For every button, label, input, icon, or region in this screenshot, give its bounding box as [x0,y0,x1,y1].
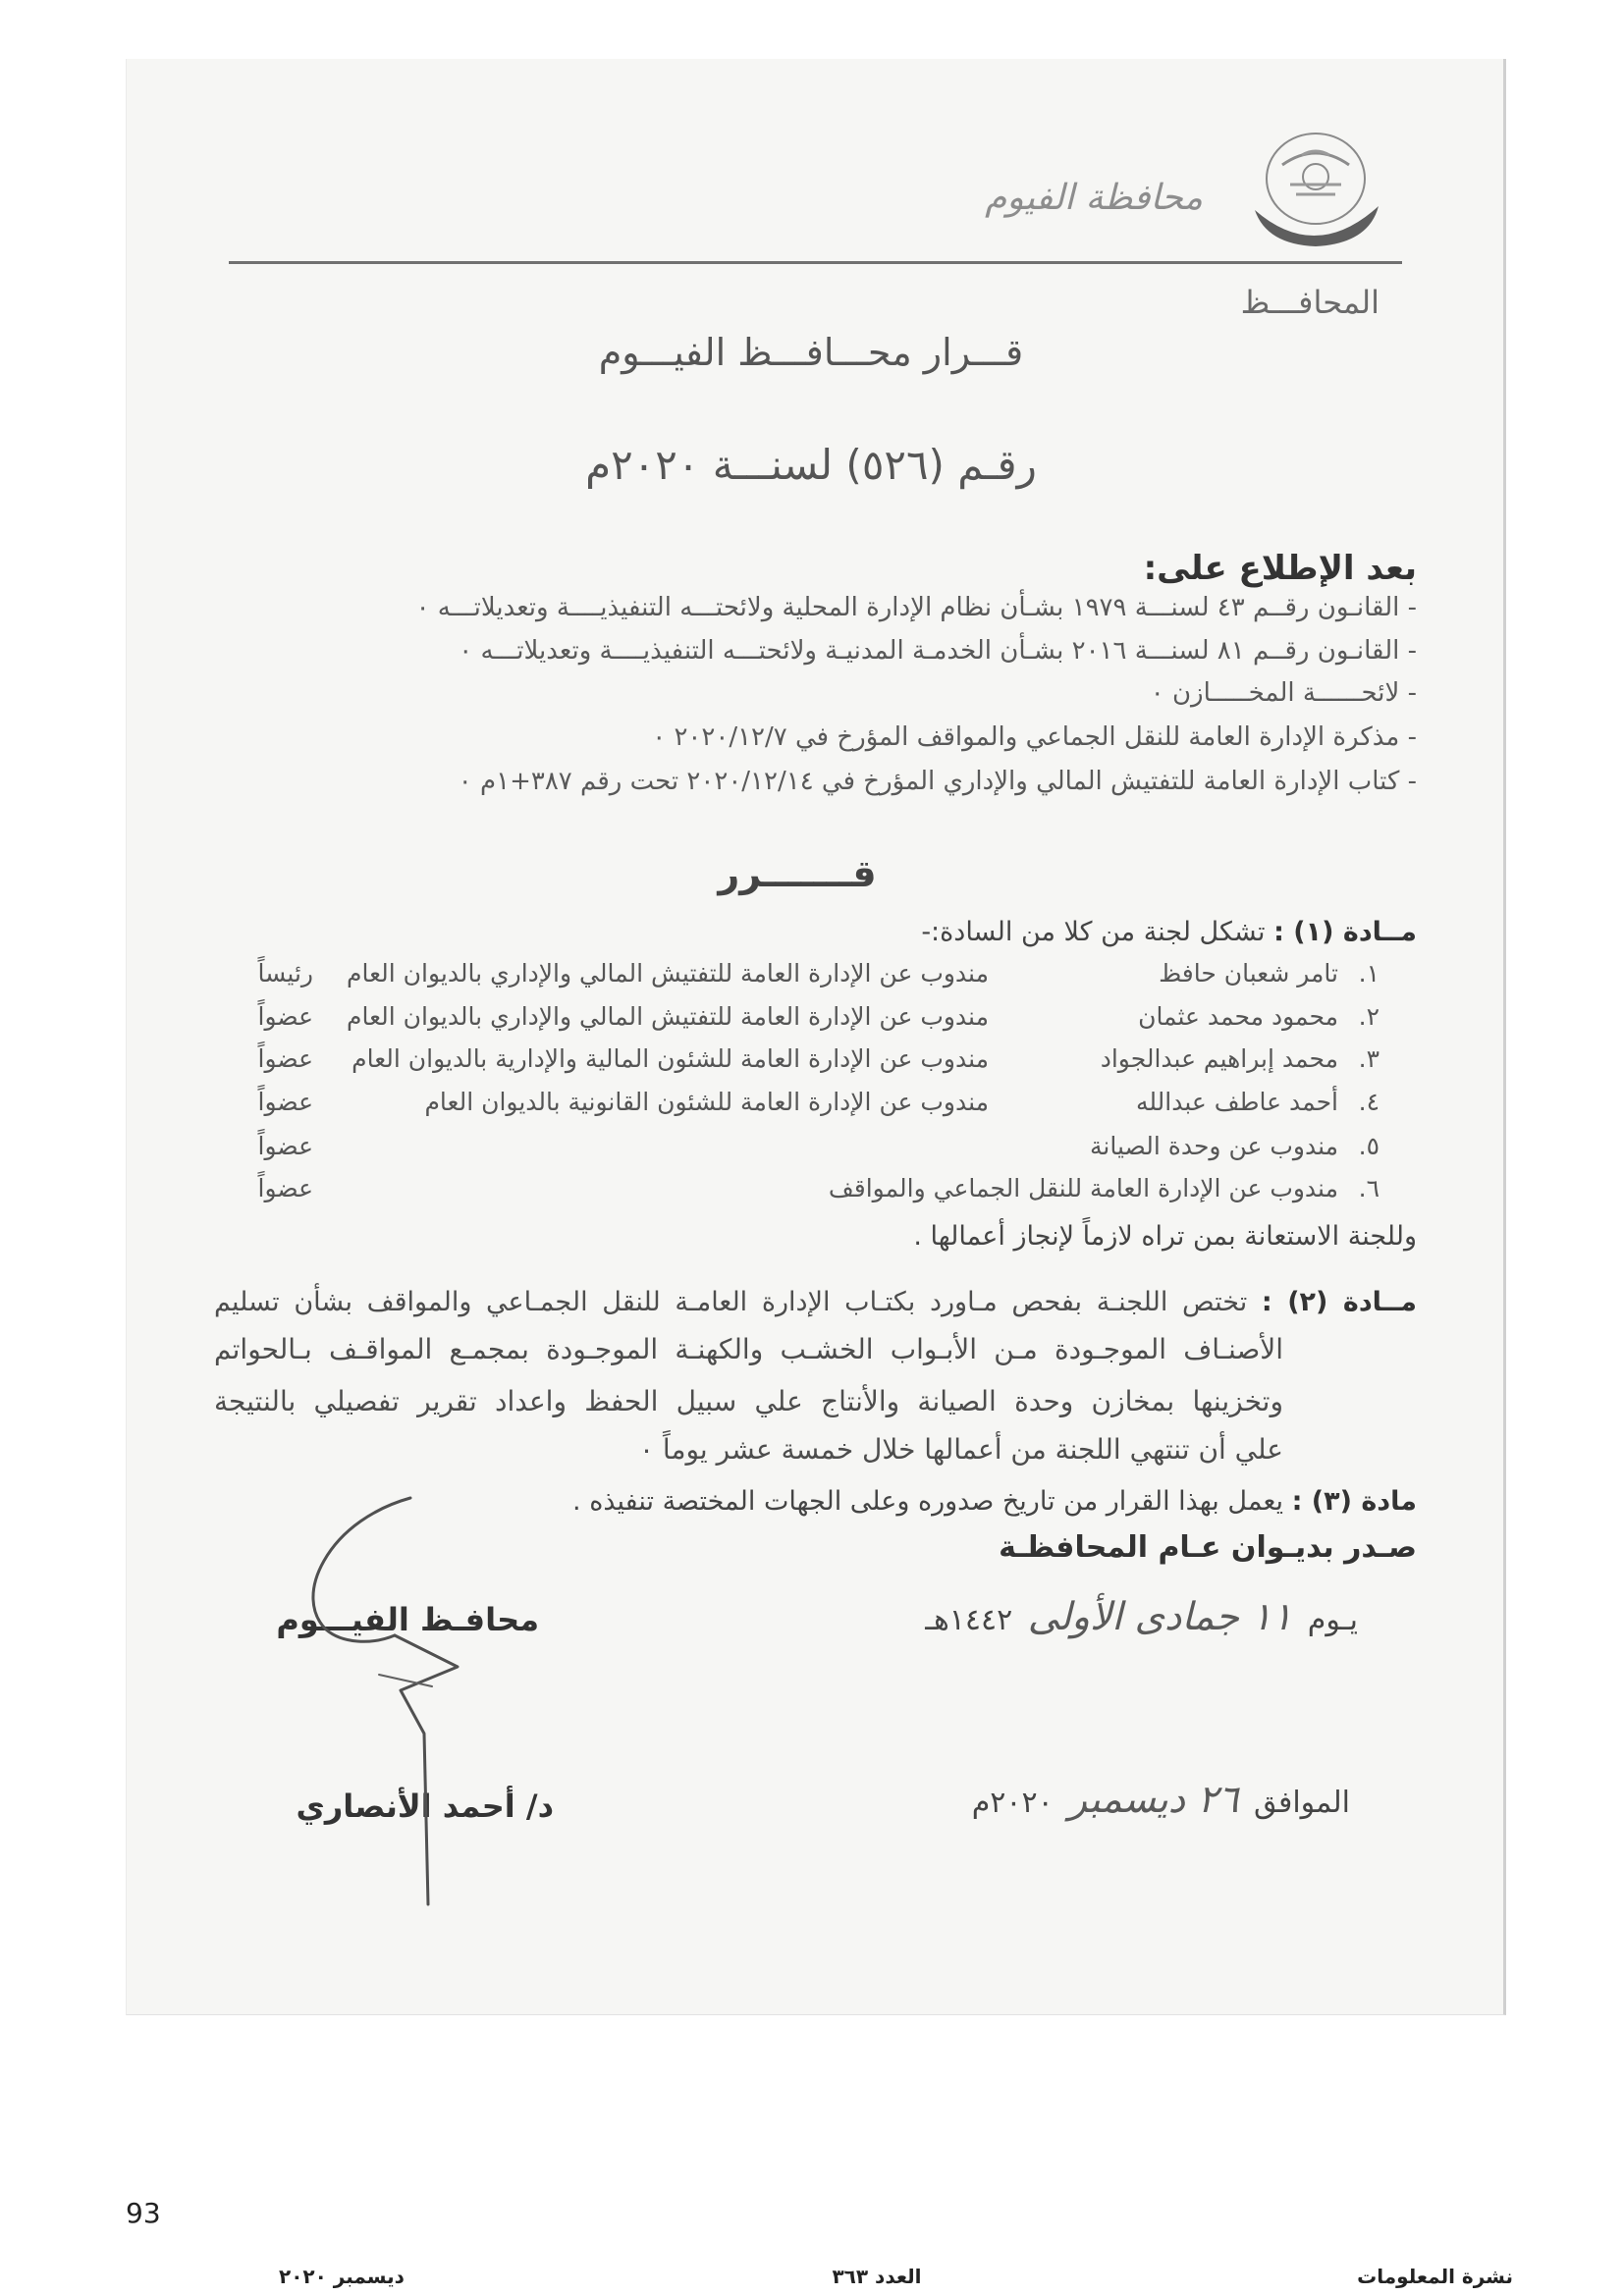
article-label: مــادة (١) : [1273,917,1417,947]
member-number: ٥. [1358,1132,1380,1160]
office-label: المحافـــظ [1240,284,1380,321]
member-description: مندوب عن الإدارة العامة للشئون المالية والإدارية بالديوان العام [352,1044,989,1073]
member-name: مندوب عن وحدة الصيانة [1090,1132,1338,1160]
governorate-seal-icon [1247,116,1384,253]
member-role: عضواً [257,1174,313,1202]
gregorian-date [839,1773,1350,1831]
article-label: مــادة (٢) : [1261,1287,1417,1317]
footer-month: ديسمبر ٢٠٢٠ [279,2265,405,2288]
preamble-heading: بعد الإطلاع على: [1143,549,1417,588]
date-prefix: الموافق [1253,1786,1350,1820]
member-description: مندوب عن الإدارة العامة للشئون القانونية بالديوان العام [424,1088,989,1116]
preamble-item: - القانـون رقــم ٨١ لسنـــة ٢٠١٦ بشـأن الخدمـة المدنيـة ولائحتـــه التنفيذيــــة وتعديلاتـــه ٠ [459,636,1417,666]
date-prefix: يـوم [1307,1603,1358,1637]
footer-issue: العدد ٣٦٣ [832,2265,922,2288]
handwritten-date: ٢٦ ديسمبر [1068,1778,1239,1822]
member-number: ٣. [1358,1044,1380,1073]
preamble-item: - مذكرة الإدارة العامة للنقل الجماعي والمواقف المؤرخ في ٢٠٢٠/١٢/٧ ٠ [652,722,1417,752]
date-year: ٢٠٢٠م [971,1786,1054,1820]
header-divider [229,261,1402,264]
article-2-line: وتخزينها بمخازن وحدة الصيانة والأنتاج علي سبيل الحفظ واعداد تقرير تفصيلي بالنتيجة [214,1385,1283,1417]
signatory-name: د/ أحمد الأنصاري [296,1788,554,1825]
member-role: عضواً [257,1132,313,1160]
member-name: محمود محمد عثمان [1138,1002,1338,1031]
handwritten-date: ١١ جمادى الأولى [1027,1595,1293,1639]
member-number: ١. [1358,959,1380,988]
member-name: محمد إبراهيم عبدالجواد [1100,1044,1338,1073]
preamble-item: - لائحــــــة المخـــــازن ٠ [1150,678,1417,708]
member-description: مندوب عن الإدارة العامة للتفتيش المالي والإداري بالديوان العام [346,1002,989,1031]
member-role: عضواً [257,1088,313,1116]
member-name: مندوب عن الإدارة العامة للنقل الجماعي والمواقف [828,1174,1338,1202]
article-1-closing: وللجنة الاستعانة بمن تراه لازماً لإنجاز أعمالها . [913,1221,1417,1252]
member-number: ٢. [1358,1002,1380,1031]
member-number: ٤. [1358,1088,1380,1116]
footer-publication: نشرة المعلومات [1357,2265,1513,2288]
handwritten-signature [285,1480,501,1912]
decree-number: رقـم (٥٢٦) لسنـــة ٢٠٢٠م [585,441,1037,489]
article-text: تشكل لجنة من كلا من السادة:- [921,917,1266,947]
article-text: يعمل بهذا القرار من تاريخ صدوره وعلى الجهات المختصة تنفيذه . [572,1486,1283,1517]
decree-title: قـــرار محـــافـــظ الفيـــوم [598,331,1024,374]
member-role: عضواً [257,1002,313,1031]
member-number: ٦. [1358,1174,1380,1202]
article-text: تختص اللجنـة بفحص مـاورد بكتـاب الإدارة العامـة للنقل الجمـاعي والمواقف بشأن تسليم [214,1287,1248,1317]
signatory-title: محافـظ الفيـــوم [276,1601,539,1638]
resolution-heading: قـــــــرر [718,852,877,895]
article-2-line [214,1284,1417,1321]
governorate-name: محافظة الفيوم [985,178,1203,218]
hijri-date [847,1590,1358,1648]
date-year: ١٤٤٢هـ [925,1603,1013,1637]
preamble-item: - كتاب الإدارة العامة للتفتيش المالي والإداري المؤرخ في ٢٠٢٠/١٢/١٤ تحت رقم ٣٨٧+١م ٠ [458,767,1417,796]
member-role: عضواً [257,1044,313,1073]
preamble-item: - القانـون رقــم ٤٣ لسنـــة ١٩٧٩ بشـأن نظام الإدارة المحلية ولائحتـــه التنفيذيــــة وتعديلاتـــه ٠ [415,593,1417,622]
article-2-line: الأصنـاف الموجـودة مـن الأبـواب الخشـب والكهنـة الموجـودة بمجمـع المواقـف بـالحواتم [214,1333,1283,1365]
member-name: تامر شعبان حافظ [1159,959,1338,988]
page-number: 93 [126,2197,161,2229]
member-name: أحمد عاطف عبدالله [1135,1088,1338,1116]
member-description: مندوب عن الإدارة العامة للتفتيش المالي والإداري بالديوان العام [346,959,989,988]
article-1-intro [867,915,1417,950]
article-label: مادة (٣) : [1291,1486,1417,1517]
issued-statement: صـدر بديـوان عـام المحافظـة [999,1530,1417,1565]
member-role: رئيساً [257,959,313,988]
article-3 [494,1484,1417,1520]
article-2-line: علي أن تنتهي اللجنة من أعمالها خلال خمسة عشر يوماً ٠ [638,1433,1283,1466]
